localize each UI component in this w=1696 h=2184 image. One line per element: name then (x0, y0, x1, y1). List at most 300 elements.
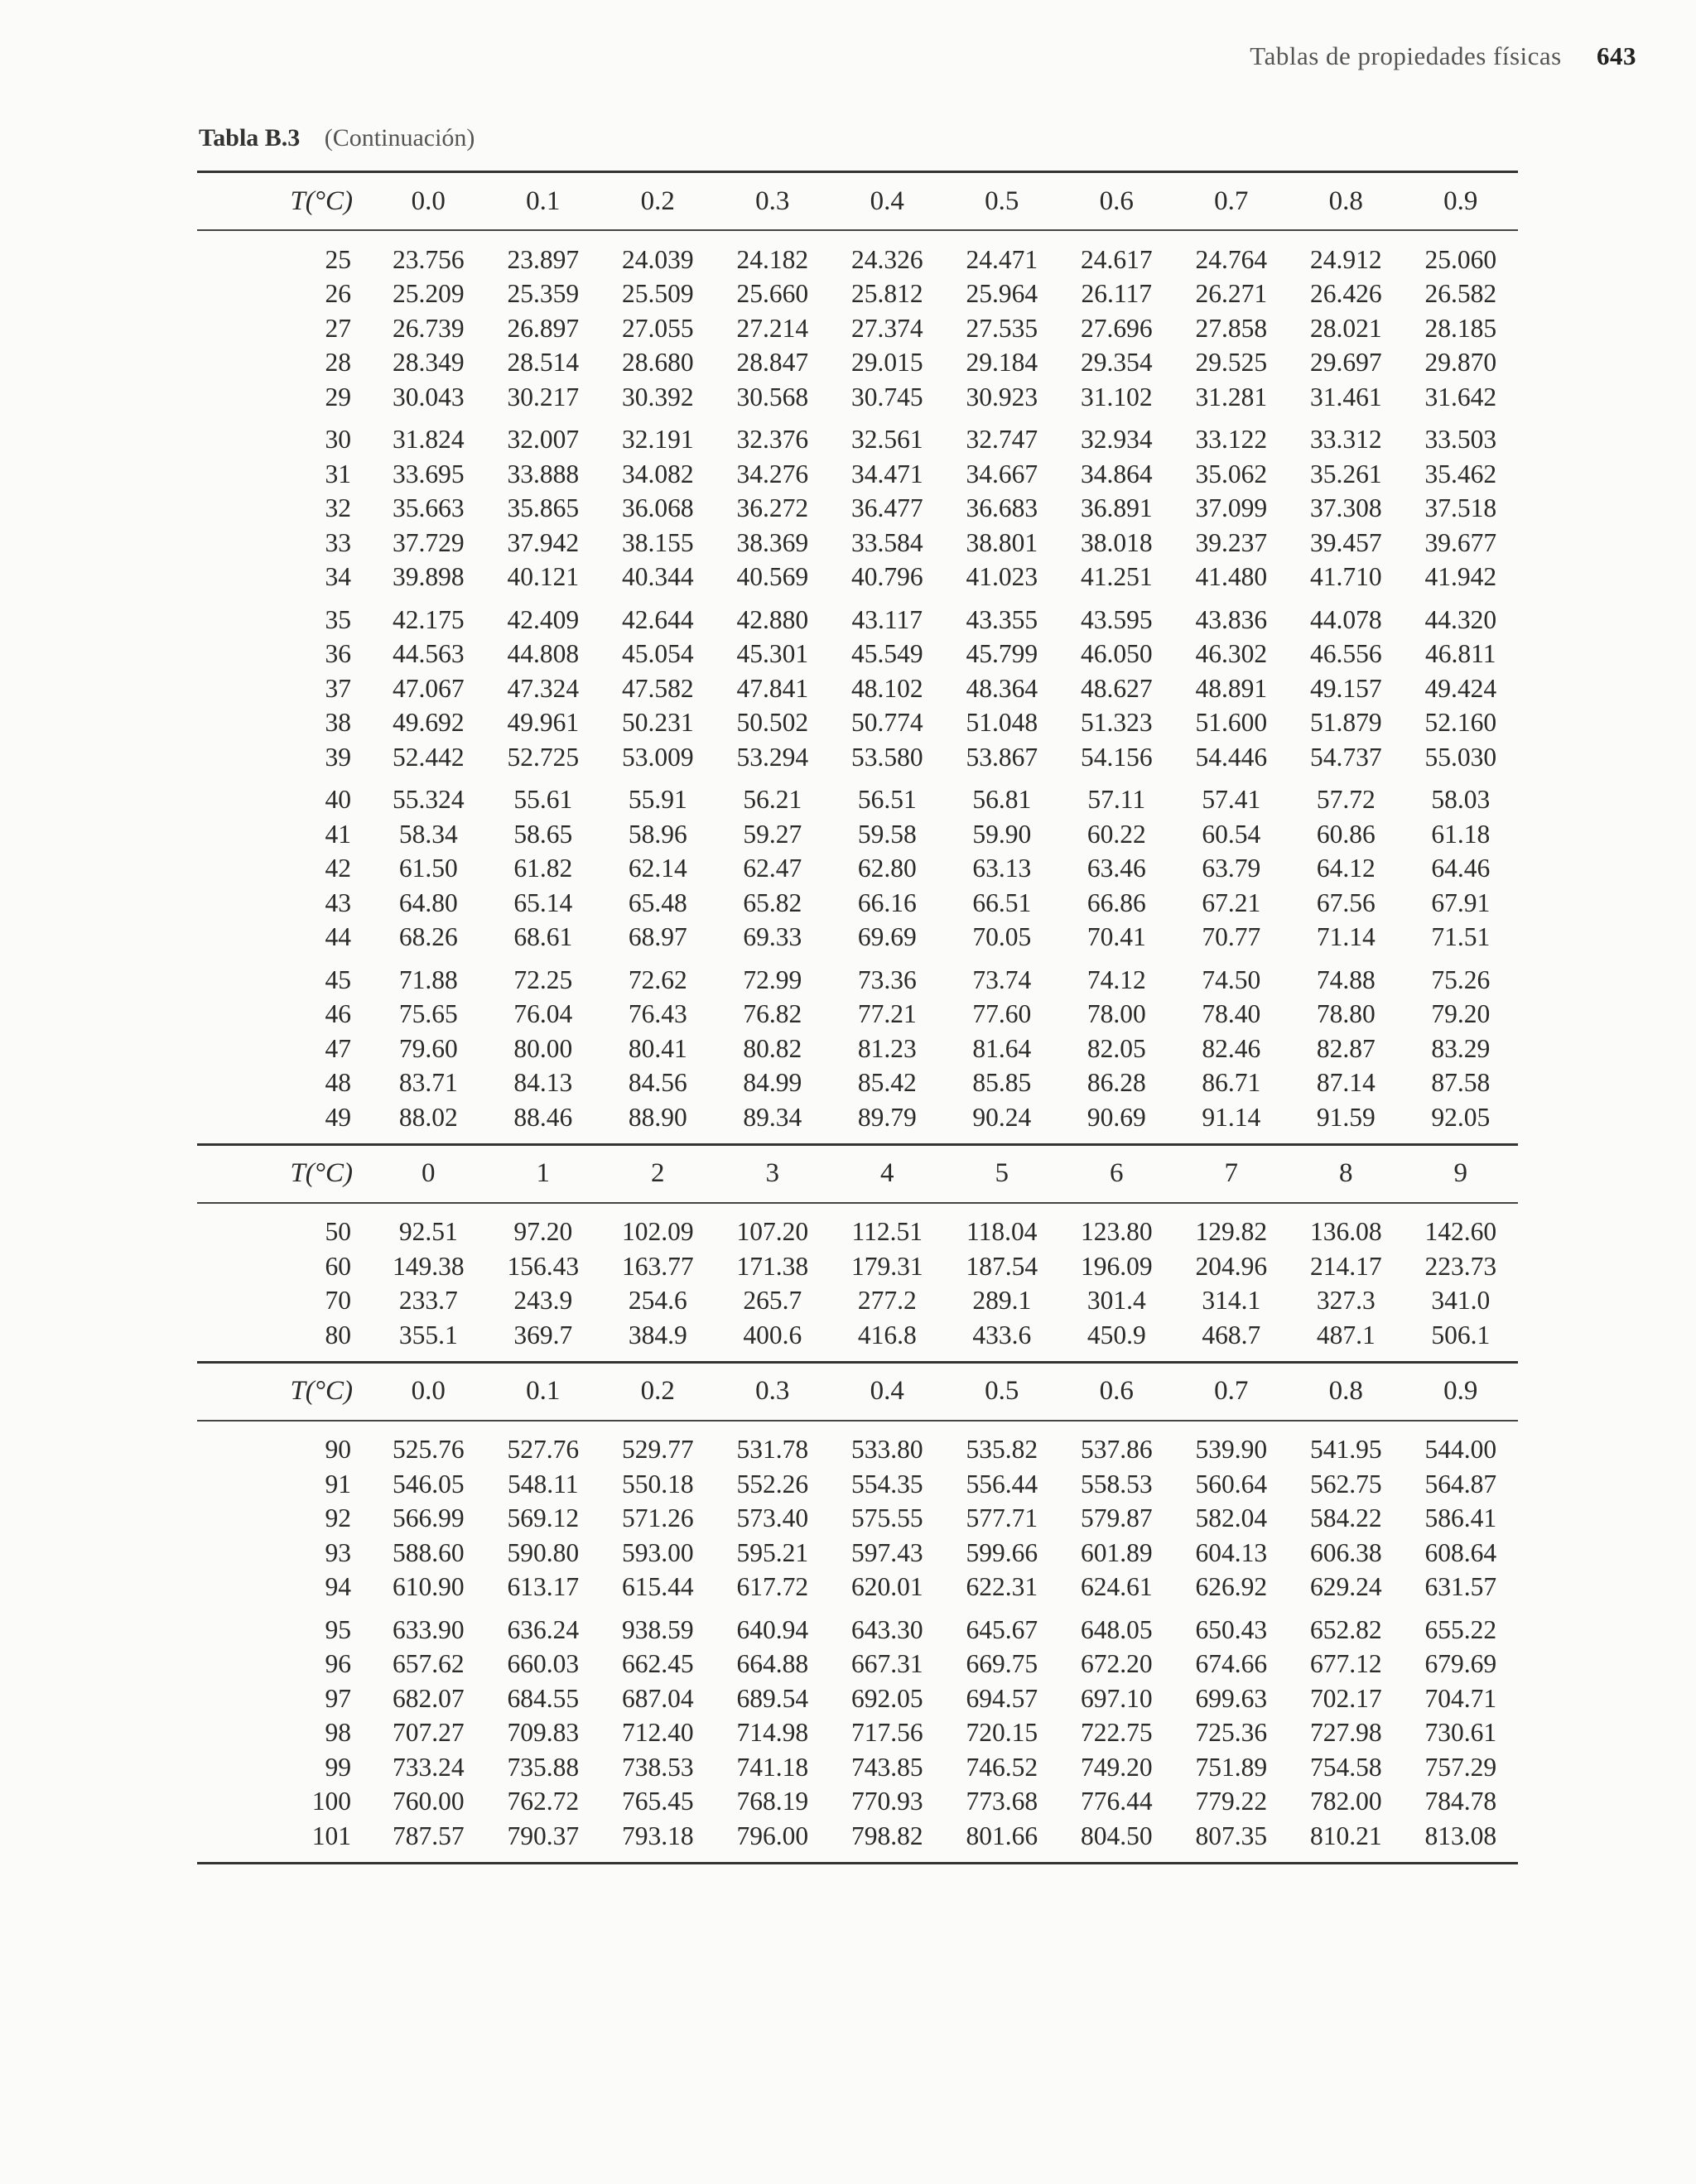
value-cell: 47.841 (736, 673, 809, 703)
value-cell: 53.867 (966, 742, 1038, 772)
column-header: 8 (1339, 1158, 1353, 1188)
value-cell: 400.6 (743, 1320, 802, 1349)
value-cell: 171.38 (736, 1251, 809, 1281)
value-cell: 45.301 (736, 639, 809, 669)
table-row (197, 998, 1518, 1032)
value-cell: 37.099 (1195, 493, 1268, 523)
value-cell: 81.64 (972, 1033, 1032, 1063)
value-cell: 61.50 (398, 854, 458, 883)
value-cell: 72.25 (513, 965, 573, 994)
value-cell: 62.14 (628, 854, 687, 883)
value-cell: 738.53 (621, 1752, 694, 1782)
temperature-cell: 92 (325, 1503, 351, 1533)
value-cell: 77.21 (857, 999, 917, 1029)
value-cell: 36.477 (850, 493, 923, 523)
value-cell: 650.43 (1195, 1614, 1268, 1644)
temperature-cell: 34 (325, 562, 351, 592)
value-cell: 677.12 (1309, 1649, 1382, 1679)
value-cell: 34.276 (736, 459, 809, 488)
value-cell: 44.563 (392, 639, 465, 669)
value-cell: 29.184 (966, 348, 1038, 378)
value-cell: 770.93 (850, 1787, 923, 1816)
value-cell: 541.95 (1309, 1435, 1382, 1465)
table-row (197, 1648, 1518, 1682)
spacer (197, 1135, 1518, 1143)
value-cell: 38.801 (966, 527, 1038, 557)
value-cell: 44.320 (1424, 604, 1497, 634)
value-cell: 25.660 (736, 279, 809, 309)
value-cell: 60.54 (1202, 819, 1261, 849)
value-cell: 44.808 (507, 639, 580, 669)
table-row (197, 1284, 1518, 1319)
table-row (197, 921, 1518, 955)
value-cell: 571.26 (621, 1503, 694, 1533)
column-header: 0.3 (755, 1376, 790, 1406)
value-cell: 112.51 (851, 1217, 923, 1247)
value-cell: 43.355 (966, 604, 1038, 634)
value-cell: 709.83 (507, 1718, 580, 1748)
value-cell: 81.23 (857, 1033, 917, 1063)
value-cell: 74.88 (1316, 965, 1376, 994)
value-cell: 223.73 (1424, 1251, 1497, 1281)
spacer (197, 1353, 1518, 1361)
spacer (197, 1204, 1518, 1215)
value-cell: 38.155 (621, 527, 694, 557)
value-cell: 33.503 (1424, 425, 1497, 455)
value-cell: 593.00 (621, 1537, 694, 1567)
value-cell: 71.14 (1316, 922, 1376, 952)
value-cell: 29.525 (1195, 348, 1268, 378)
value-cell: 35.865 (507, 493, 580, 523)
value-cell: 68.97 (628, 922, 687, 952)
value-cell: 68.61 (513, 922, 573, 952)
temperature-cell: 99 (325, 1752, 351, 1782)
value-cell: 722.75 (1080, 1718, 1153, 1748)
value-cell: 118.04 (966, 1217, 1038, 1247)
value-cell: 78.80 (1316, 999, 1376, 1029)
value-cell: 32.561 (850, 425, 923, 455)
value-cell: 66.51 (972, 888, 1032, 917)
value-cell: 712.40 (621, 1718, 694, 1748)
value-cell: 558.53 (1080, 1469, 1153, 1498)
table-label: Tabla B.3 (199, 124, 301, 152)
value-cell: 584.22 (1309, 1503, 1382, 1533)
table-row (197, 637, 1518, 672)
value-cell: 50.502 (736, 708, 809, 738)
value-cell: 804.50 (1080, 1821, 1153, 1850)
value-cell: 631.57 (1424, 1572, 1497, 1602)
table-caption (199, 124, 475, 152)
table-row (197, 1249, 1518, 1284)
value-cell: 26.739 (392, 313, 465, 343)
temperature-cell: 31 (325, 459, 351, 488)
value-cell: 590.80 (507, 1537, 580, 1567)
value-cell: 65.14 (513, 888, 573, 917)
value-cell: 90.69 (1086, 1102, 1146, 1132)
value-cell: 760.00 (392, 1787, 465, 1816)
value-cell: 43.117 (851, 604, 923, 634)
temperature-cell: 32 (325, 493, 351, 523)
temperature-cell: 38 (325, 708, 351, 738)
value-cell: 79.20 (1431, 999, 1491, 1029)
value-cell: 33.312 (1309, 425, 1382, 455)
table-row (197, 1819, 1518, 1854)
value-cell: 50.231 (621, 708, 694, 738)
value-cell: 45.549 (850, 639, 923, 669)
value-cell: 86.28 (1086, 1068, 1146, 1098)
temperature-cell: 26 (325, 279, 351, 309)
value-cell: 53.009 (621, 742, 694, 772)
value-cell: 58.03 (1431, 785, 1491, 815)
temperature-cell: 41 (325, 819, 351, 849)
value-cell: 88.90 (628, 1102, 687, 1132)
temperature-header: T(°C) (290, 1158, 353, 1188)
value-cell: 65.48 (628, 888, 687, 917)
temperature-cell: 48 (325, 1068, 351, 1098)
value-cell: 57.41 (1202, 785, 1261, 815)
value-cell: 32.007 (507, 425, 580, 455)
value-cell: 72.62 (628, 965, 687, 994)
value-cell: 84.13 (513, 1068, 573, 1098)
value-cell: 796.00 (736, 1821, 809, 1850)
value-cell: 45.799 (966, 639, 1038, 669)
value-cell: 624.61 (1080, 1572, 1153, 1602)
value-cell: 582.04 (1195, 1503, 1268, 1533)
value-cell: 27.696 (1080, 313, 1153, 343)
temperature-cell: 90 (325, 1435, 351, 1465)
temperature-cell: 42 (325, 854, 351, 883)
value-cell: 25.209 (392, 279, 465, 309)
table-row (197, 852, 1518, 887)
value-cell: 692.05 (850, 1683, 923, 1713)
value-cell: 606.38 (1309, 1537, 1382, 1567)
value-cell: 88.46 (513, 1102, 573, 1132)
table-row (197, 706, 1518, 741)
column-header: 0.0 (411, 185, 446, 216)
value-cell: 77.60 (972, 999, 1032, 1029)
value-cell: 24.912 (1309, 244, 1382, 274)
table-row (197, 963, 1518, 998)
table-row (197, 1215, 1518, 1250)
value-cell: 76.82 (743, 999, 802, 1029)
value-cell: 782.00 (1309, 1787, 1382, 1816)
table-row (197, 346, 1518, 381)
value-cell: 86.71 (1202, 1068, 1261, 1098)
value-cell: 548.11 (508, 1469, 579, 1498)
value-cell: 751.89 (1195, 1752, 1268, 1782)
value-cell: 49.692 (392, 708, 465, 738)
value-cell: 562.75 (1309, 1469, 1382, 1498)
value-cell: 707.27 (392, 1718, 465, 1748)
table-row (197, 1536, 1518, 1571)
value-cell: 626.92 (1195, 1572, 1268, 1602)
value-cell: 743.85 (850, 1752, 923, 1782)
column-header: 0.7 (1214, 185, 1249, 216)
table-continuation: (Continuación) (324, 124, 475, 152)
value-cell: 26.426 (1309, 279, 1382, 309)
value-cell: 74.12 (1086, 965, 1146, 994)
value-cell: 762.72 (507, 1787, 580, 1816)
value-cell: 29.354 (1080, 348, 1153, 378)
value-cell: 704.71 (1424, 1683, 1497, 1713)
column-header: 6 (1110, 1158, 1124, 1188)
value-cell: 53.294 (736, 742, 809, 772)
value-cell: 787.57 (392, 1821, 465, 1850)
value-cell: 233.7 (398, 1286, 458, 1316)
value-cell: 57.11 (1087, 785, 1146, 815)
value-cell: 689.54 (736, 1683, 809, 1713)
column-header: 9 (1453, 1158, 1467, 1188)
column-header: 0.5 (985, 185, 1019, 216)
table-row (197, 1467, 1518, 1502)
temperature-cell: 39 (325, 742, 351, 772)
value-cell: 30.217 (507, 382, 580, 411)
value-cell: 42.409 (507, 604, 580, 634)
value-cell: 301.4 (1086, 1286, 1146, 1316)
value-cell: 35.462 (1424, 459, 1497, 488)
value-cell: 91.59 (1316, 1102, 1376, 1132)
value-cell: 433.6 (972, 1320, 1032, 1349)
column-header: 0.4 (870, 185, 904, 216)
value-cell: 539.90 (1195, 1435, 1268, 1465)
value-cell: 41.480 (1195, 562, 1268, 592)
column-header: 0.1 (526, 1376, 561, 1406)
value-cell: 664.88 (736, 1649, 809, 1679)
value-cell: 187.54 (966, 1251, 1038, 1281)
value-cell: 214.17 (1309, 1251, 1382, 1281)
value-cell: 62.47 (743, 854, 802, 883)
value-cell: 107.20 (736, 1217, 809, 1247)
value-cell: 807.35 (1195, 1821, 1268, 1850)
value-cell: 80.00 (513, 1033, 573, 1063)
value-cell: 552.26 (736, 1469, 809, 1498)
value-cell: 599.66 (966, 1537, 1038, 1567)
temperature-cell: 36 (325, 639, 351, 669)
value-cell: 78.00 (1086, 999, 1146, 1029)
vapor-pressure-table (197, 171, 1518, 1864)
table-row (197, 243, 1518, 277)
value-cell: 38.018 (1080, 527, 1153, 557)
value-cell: 73.36 (857, 965, 917, 994)
value-cell: 640.94 (736, 1614, 809, 1644)
temperature-cell: 98 (325, 1718, 351, 1748)
temperature-cell: 93 (325, 1537, 351, 1567)
value-cell: 26.117 (1081, 279, 1152, 309)
value-cell: 674.66 (1195, 1649, 1268, 1679)
table-row (197, 380, 1518, 415)
value-cell: 87.58 (1431, 1068, 1491, 1098)
value-cell: 527.76 (507, 1435, 580, 1465)
value-cell: 40.121 (507, 562, 580, 592)
group-spacer (197, 594, 1518, 603)
column-header: 0.5 (985, 1376, 1019, 1406)
group-spacer (197, 1604, 1518, 1613)
value-cell: 36.683 (966, 493, 1038, 523)
value-cell: 684.55 (507, 1683, 580, 1713)
value-cell: 29.697 (1309, 348, 1382, 378)
value-cell: 61.18 (1431, 819, 1491, 849)
value-cell: 813.08 (1424, 1821, 1497, 1850)
value-cell: 80.82 (743, 1033, 802, 1063)
value-cell: 51.048 (966, 708, 1038, 738)
table-row (197, 526, 1518, 560)
table-row (197, 1318, 1518, 1353)
value-cell: 82.46 (1202, 1033, 1261, 1063)
value-cell: 613.17 (507, 1572, 580, 1602)
value-cell: 43.595 (1080, 604, 1153, 634)
table-header-row (197, 173, 1518, 229)
value-cell: 68.26 (398, 922, 458, 952)
column-header: 1 (536, 1158, 550, 1188)
value-cell: 30.745 (850, 382, 923, 411)
value-cell: 29.870 (1424, 348, 1497, 378)
value-cell: 746.52 (966, 1752, 1038, 1782)
table-header-row (197, 1364, 1518, 1420)
value-cell: 533.80 (850, 1435, 923, 1465)
value-cell: 620.01 (850, 1572, 923, 1602)
value-cell: 97.20 (513, 1217, 573, 1247)
table-row (197, 423, 1518, 458)
value-cell: 75.65 (398, 999, 458, 1029)
value-cell: 29.015 (850, 348, 923, 378)
value-cell: 662.45 (621, 1649, 694, 1679)
value-cell: 314.1 (1202, 1286, 1261, 1316)
value-cell: 586.41 (1424, 1503, 1497, 1533)
value-cell: 30.568 (736, 382, 809, 411)
temperature-cell: 43 (325, 888, 351, 917)
value-cell: 71.51 (1431, 922, 1491, 952)
column-header: 5 (995, 1158, 1009, 1188)
value-cell: 67.56 (1316, 888, 1376, 917)
value-cell: 450.9 (1086, 1320, 1146, 1349)
table-row (197, 560, 1518, 595)
value-cell: 27.535 (966, 313, 1038, 343)
value-cell: 59.27 (743, 819, 802, 849)
value-cell: 51.879 (1309, 708, 1382, 738)
value-cell: 506.1 (1431, 1320, 1491, 1349)
value-cell: 25.509 (621, 279, 694, 309)
value-cell: 90.24 (972, 1102, 1032, 1132)
value-cell: 660.03 (507, 1649, 580, 1679)
value-cell: 525.76 (392, 1435, 465, 1465)
value-cell: 62.80 (857, 854, 917, 883)
value-cell: 633.90 (392, 1614, 465, 1644)
value-cell: 43.836 (1195, 604, 1268, 634)
value-cell: 39.677 (1424, 527, 1497, 557)
table-row (197, 1785, 1518, 1820)
value-cell: 58.65 (513, 819, 573, 849)
value-cell: 64.80 (398, 888, 458, 917)
value-cell: 629.24 (1309, 1572, 1382, 1602)
value-cell: 31.281 (1195, 382, 1268, 411)
value-cell: 28.021 (1309, 313, 1382, 343)
value-cell: 39.237 (1195, 527, 1268, 557)
spacer (197, 1854, 1518, 1862)
value-cell: 487.1 (1316, 1320, 1376, 1349)
value-cell: 779.22 (1195, 1787, 1268, 1816)
page-number: 643 (1597, 41, 1636, 70)
value-cell: 550.18 (621, 1469, 694, 1498)
value-cell: 32.191 (621, 425, 694, 455)
temperature-cell: 40 (325, 785, 351, 815)
value-cell: 73.74 (972, 965, 1032, 994)
value-cell: 66.86 (1086, 888, 1146, 917)
value-cell: 289.1 (972, 1286, 1032, 1316)
value-cell: 34.082 (621, 459, 694, 488)
value-cell: 179.31 (850, 1251, 923, 1281)
value-cell: 102.09 (621, 1217, 694, 1247)
value-cell: 49.961 (507, 708, 580, 738)
value-cell: 55.61 (513, 785, 573, 815)
table-row (197, 603, 1518, 637)
value-cell: 42.880 (736, 604, 809, 634)
temperature-cell: 47 (325, 1033, 351, 1063)
temperature-cell: 80 (325, 1320, 351, 1349)
value-cell: 529.77 (621, 1435, 694, 1465)
value-cell: 55.324 (392, 785, 465, 815)
value-cell: 61.82 (513, 854, 573, 883)
temperature-cell: 44 (325, 922, 351, 952)
value-cell: 717.56 (850, 1718, 923, 1748)
value-cell: 79.60 (398, 1033, 458, 1063)
temperature-cell: 101 (311, 1821, 351, 1850)
value-cell: 66.16 (857, 888, 917, 917)
value-cell: 645.67 (966, 1614, 1038, 1644)
value-cell: 64.46 (1431, 854, 1491, 883)
value-cell: 667.31 (850, 1649, 923, 1679)
value-cell: 544.00 (1424, 1435, 1497, 1465)
value-cell: 25.964 (966, 279, 1038, 309)
value-cell: 49.157 (1309, 673, 1382, 703)
value-cell: 754.58 (1309, 1752, 1382, 1782)
column-header: 0.1 (526, 185, 561, 216)
value-cell: 672.20 (1080, 1649, 1153, 1679)
value-cell: 69.69 (857, 922, 917, 952)
value-cell: 784.78 (1424, 1787, 1497, 1816)
value-cell: 468.7 (1202, 1320, 1261, 1349)
table-row (197, 457, 1518, 492)
value-cell: 54.446 (1195, 742, 1268, 772)
value-cell: 31.642 (1424, 382, 1497, 411)
value-cell: 810.21 (1309, 1821, 1382, 1850)
table-row (197, 783, 1518, 818)
value-cell: 23.756 (392, 244, 465, 274)
column-header: 0.4 (870, 1376, 904, 1406)
value-cell: 32.747 (966, 425, 1038, 455)
column-header: 0.3 (755, 185, 790, 216)
value-cell: 75.26 (1431, 965, 1491, 994)
value-cell: 369.7 (513, 1320, 573, 1349)
value-cell: 679.69 (1424, 1649, 1497, 1679)
value-cell: 204.96 (1195, 1251, 1268, 1281)
value-cell: 554.35 (850, 1469, 923, 1498)
value-cell: 341.0 (1431, 1286, 1491, 1316)
value-cell: 595.21 (736, 1537, 809, 1567)
value-cell: 58.34 (398, 819, 458, 849)
column-header: 0.8 (1328, 185, 1363, 216)
column-header: 0.9 (1443, 185, 1478, 216)
column-header: 7 (1224, 1158, 1238, 1188)
value-cell: 617.72 (736, 1572, 809, 1602)
value-cell: 156.43 (507, 1251, 580, 1281)
value-cell: 720.15 (966, 1718, 1038, 1748)
temperature-cell: 94 (325, 1572, 351, 1602)
temperature-cell: 70 (325, 1286, 351, 1316)
value-cell: 560.64 (1195, 1469, 1268, 1498)
value-cell: 55.91 (628, 785, 687, 815)
value-cell: 84.99 (743, 1068, 802, 1098)
value-cell: 577.71 (966, 1503, 1038, 1533)
